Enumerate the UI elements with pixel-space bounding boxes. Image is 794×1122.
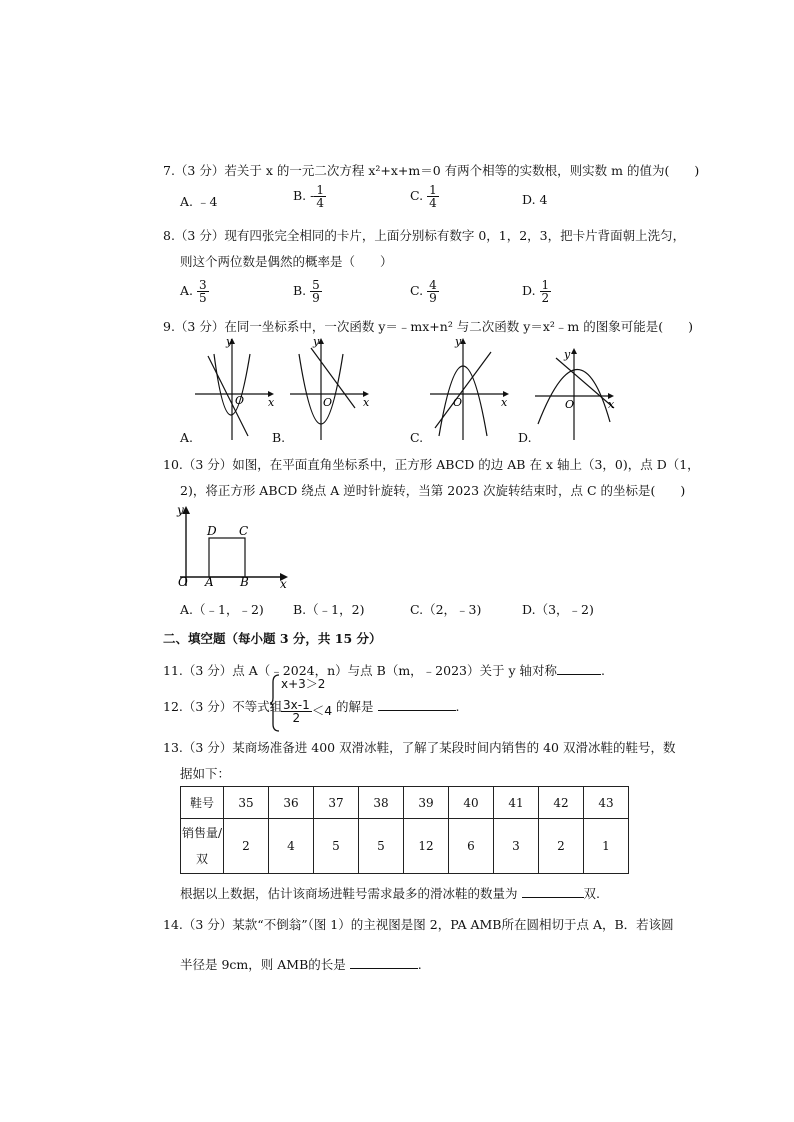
q10-option-d[interactable] <box>522 600 594 618</box>
q11-answer-blank[interactable] <box>557 674 601 675</box>
fraction <box>314 184 326 209</box>
option-text: （﹣1，2) <box>306 602 365 617</box>
q10-figure-square <box>172 500 292 590</box>
q9-stem: 9.（3 分）在同一坐标系中，一次函数 y＝﹣mx+n² 与二次函数 y＝x²﹣m 的图象可能是( ) <box>163 319 693 334</box>
denominator: 5 <box>199 291 207 305</box>
q11-period: . <box>601 663 605 678</box>
option-letter: C. <box>410 602 424 617</box>
q8-option-a[interactable] <box>180 279 209 304</box>
inequality-rhs: ＜4 <box>311 703 333 718</box>
origin-label: O <box>565 398 575 411</box>
y-axis-label: y <box>313 336 320 348</box>
q12-prefix: 12.（3 分）不等式组 <box>163 699 283 714</box>
option-letter: D. <box>522 602 536 617</box>
option-text: ﹣4 <box>197 194 218 209</box>
option-letter: B. <box>293 283 307 298</box>
q13-conclusion <box>180 884 600 902</box>
x-axis-label: x <box>608 398 615 411</box>
option-text: 4 <box>539 192 548 207</box>
denominator: 9 <box>429 291 437 305</box>
q12-tail <box>336 697 459 715</box>
x-axis-label: x <box>501 396 508 409</box>
q12-answer-blank[interactable] <box>378 710 456 711</box>
q7-stem: 7.（3 分）若关于 x 的一元二次方程 x²+x+m＝0 有两个相等的实数根，则实数 m 的值为( ) <box>163 163 700 178</box>
option-text: （﹣1，﹣2) <box>193 602 264 617</box>
row-header-line2: 双 <box>195 852 208 866</box>
table-cell: 3 <box>494 819 539 874</box>
origin-label: O <box>453 396 463 409</box>
q13-stem-line2: 据如下： <box>180 766 231 781</box>
q12-inequality-1: x+3＞2 <box>281 677 326 691</box>
option-letter: C. <box>410 188 424 203</box>
option-letter: B. <box>293 188 307 203</box>
table-cell: 35 <box>224 787 269 819</box>
q9-graph-a <box>190 336 280 444</box>
fraction <box>540 279 552 304</box>
origin-label: O <box>178 575 188 589</box>
table-cell: 5 <box>359 819 404 874</box>
q10-option-a[interactable] <box>180 600 264 618</box>
numerator: 4 <box>429 278 437 292</box>
row-header: 鞋号 <box>181 787 224 819</box>
q7-option-a[interactable] <box>180 192 217 210</box>
q9-option-a[interactable]: A. <box>180 430 194 445</box>
denominator: 2 <box>292 711 301 725</box>
table-cell: 12 <box>404 819 449 874</box>
q9-graph-d <box>530 346 620 442</box>
point-c-label: C <box>239 524 249 538</box>
table-cell: 38 <box>359 787 404 819</box>
point-d-label: D <box>207 524 217 538</box>
q13-unit: 双. <box>583 886 600 901</box>
q8-option-c[interactable] <box>410 279 439 304</box>
numerator: 1 <box>429 183 437 197</box>
q13-conclusion-text: 根据以上数据，估计该商场进鞋号需求最多的滑冰鞋的数量为 <box>180 886 518 901</box>
q11-item <box>163 661 605 679</box>
origin-label: O <box>323 396 333 409</box>
point-a-label: A <box>205 575 214 589</box>
row-header-line1: 销售量/ <box>181 826 223 840</box>
table-cell: 41 <box>494 787 539 819</box>
q14-answer-blank[interactable] <box>350 968 418 969</box>
q12-inequality-2 <box>281 699 332 724</box>
q8-stem-line2: 则这个两位数是偶然的概率是（ ） <box>180 254 393 269</box>
fraction <box>310 279 322 304</box>
fraction <box>427 184 439 209</box>
numerator: 1 <box>541 278 550 292</box>
q8-option-d[interactable] <box>522 279 551 304</box>
q7-option-c[interactable] <box>410 184 439 209</box>
table-cell: 5 <box>314 819 359 874</box>
option-text: （3，﹣2) <box>535 602 594 617</box>
x-axis-label: x <box>363 396 370 409</box>
option-letter: A. <box>180 194 194 209</box>
numerator: 5 <box>312 278 320 292</box>
fraction <box>281 699 312 724</box>
table-cell: 2 <box>224 819 269 874</box>
denominator: 2 <box>541 291 550 305</box>
q13-answer-blank[interactable] <box>522 897 584 898</box>
table-cell: 1 <box>584 819 629 874</box>
section-heading: 二、填空题（每小题 3 分，共 15 分） <box>163 631 382 646</box>
q14-period: . <box>417 957 422 972</box>
q14-stem-line2: 半径是 9cm，则 AMB的长是 <box>180 957 346 972</box>
denominator: 4 <box>316 196 325 210</box>
q13-stem-line1: 13.（3 分）某商场准备进 400 双滑冰鞋，了解了某段时间内销售的 40 双滑冰鞋的鞋号，数 <box>163 740 676 755</box>
y-axis-label: y <box>177 503 184 517</box>
q7-option-b[interactable] <box>293 184 326 209</box>
table-cell: 42 <box>539 787 584 819</box>
table-cell: 4 <box>269 819 314 874</box>
q10-option-b[interactable] <box>293 600 364 618</box>
table-cell: 37 <box>314 787 359 819</box>
option-letter: A. <box>180 283 194 298</box>
table-cell: 40 <box>449 787 494 819</box>
q9-option-c[interactable]: C. <box>410 430 424 445</box>
q9-option-d[interactable]: D. <box>518 430 532 445</box>
q10-stem-line2: 2)，将正方形 ABCD 绕点 A 逆时针旋转，当第 2023 次旋转结束时，点 C 的坐标是( ) <box>180 483 686 498</box>
y-axis-label: y <box>226 336 233 348</box>
q7-option-d[interactable] <box>522 192 548 207</box>
table-row <box>181 819 629 874</box>
q10-option-c[interactable] <box>410 600 481 618</box>
origin-label: O <box>235 394 245 407</box>
row-header <box>181 819 224 874</box>
q14-line2 <box>180 955 422 973</box>
q9-graph-b <box>285 336 375 444</box>
option-letter: A. <box>180 602 194 617</box>
minus-sign: - <box>310 188 315 203</box>
y-axis-label: y <box>455 336 462 348</box>
q14-stem-line1: 14.（3 分）某款“不倒翁”（图 1）的主视图是图 2，PA AMB所在圆相切于点 A，B．若该圆 <box>163 917 674 932</box>
q11-stem: 11.（3 分）点 A（﹣2024，n）与点 B（m，﹣2023）关于 y 轴对称 <box>163 663 558 678</box>
table-cell: 2 <box>539 819 584 874</box>
denominator: 4 <box>429 196 437 210</box>
shoe-sales-table <box>180 786 629 874</box>
option-text: （2，﹣3) <box>423 602 482 617</box>
numerator: 3x-1 <box>283 698 310 712</box>
option-letter: D. <box>522 192 536 207</box>
point-b-label: B <box>240 575 249 589</box>
fraction <box>427 279 439 304</box>
q12-period: . <box>455 699 460 714</box>
q8-option-b[interactable] <box>293 279 322 304</box>
system-brace-icon <box>270 674 280 732</box>
table-cell: 43 <box>584 787 629 819</box>
q12-suffix: 的解是 <box>336 699 374 714</box>
q9-option-b[interactable]: B. <box>272 430 286 445</box>
numerator: 1 <box>316 183 325 197</box>
table-row <box>181 787 629 819</box>
x-axis-label: x <box>280 577 287 590</box>
fraction <box>197 279 209 304</box>
option-letter: B. <box>293 602 307 617</box>
option-letter: C. <box>410 283 424 298</box>
table-cell: 39 <box>404 787 449 819</box>
table-cell: 36 <box>269 787 314 819</box>
x-axis-label: x <box>268 396 275 409</box>
numerator: 3 <box>199 278 207 292</box>
y-axis-label: y <box>564 348 571 361</box>
denominator: 9 <box>312 291 320 305</box>
q10-stem-line1: 10.（3 分）如图，在平面直角坐标系中，正方形 ABCD 的边 AB 在 x 轴上（3，0)，点 D（1， <box>163 457 700 472</box>
q9-graph-c <box>425 336 515 444</box>
q8-stem-line1: 8.（3 分）现有四张完全相同的卡片，上面分别标有数字 0，1，2，3，把卡片背面朝上洗匀， <box>163 228 686 243</box>
option-letter: D. <box>522 283 536 298</box>
table-cell: 6 <box>449 819 494 874</box>
